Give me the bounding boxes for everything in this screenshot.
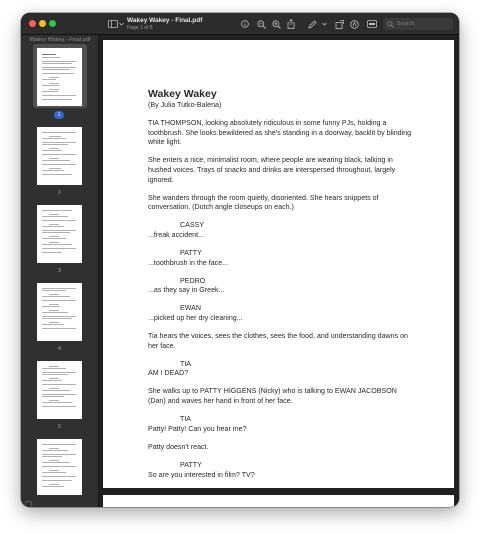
sidebar-document-title: Wakey Wakey - Final.pdf <box>29 37 91 43</box>
page-text <box>148 88 413 489</box>
chevron-down-icon[interactable] <box>118 18 124 30</box>
thumbnail-image <box>37 439 82 495</box>
dialogue-line: ...toothbrush in the face... <box>148 258 229 267</box>
highlight-icon[interactable] <box>349 18 359 30</box>
character-cue: PEDRO <box>180 276 206 285</box>
thumbnail-image <box>37 48 82 106</box>
character-cue: TIA <box>180 415 192 424</box>
thumbnail-image <box>37 283 82 341</box>
markup-pen-icon[interactable] <box>307 18 317 30</box>
byline: (By Julia Tutko-Balena) <box>148 101 222 109</box>
zoom-out-icon[interactable] <box>256 18 266 30</box>
chevron-down-icon[interactable] <box>321 18 327 30</box>
page-number-label: 3 <box>58 268 61 274</box>
dialogue-line: AM I DEAD? <box>148 369 189 378</box>
search-field[interactable] <box>383 18 453 30</box>
document-view[interactable] <box>100 35 459 507</box>
dialogue-line: Patty! Patty! Can you hear me? <box>148 424 247 433</box>
thumbnail-image <box>37 205 82 263</box>
minimize-window-button[interactable] <box>39 20 46 27</box>
search-icon <box>387 15 394 33</box>
share-icon[interactable] <box>286 18 296 30</box>
page-number-label: 2 <box>58 190 61 196</box>
dialogue-line: So are you interested in film? TV? <box>148 470 255 479</box>
character-cue: TIA <box>180 359 192 368</box>
character-cue: EWAN <box>180 304 202 313</box>
title-bar <box>21 13 459 35</box>
sidebar-icon[interactable] <box>107 18 118 30</box>
maximize-window-button[interactable] <box>49 20 56 27</box>
paragraph: TIA THOMPSON, looking absolutely ridiculous in some funny PJs, holding a toothbrush. She looks bewildered as she's standing in a doorway, backlit by blinding white light. <box>148 119 412 147</box>
document-title: Wakey Wakey - Final.pdf <box>127 17 203 24</box>
script-title: Wakey Wakey <box>148 88 217 100</box>
close-window-button[interactable] <box>29 20 36 27</box>
character-cue: PATTY <box>180 460 202 469</box>
search-placeholder: Search <box>397 21 415 27</box>
pdf-page-1 <box>103 40 454 488</box>
pdf-page-2 <box>103 495 454 507</box>
paragraph: She walks up to PATTY HIGGENS (Nicky) who is talking to EWAN JACOBSON (Dan) and waves her hand in front of her face. <box>148 387 397 406</box>
paragraph: She wanders through the room quietly, disoriented. She hears snippets of conversation. (Dutch angle closeups on each.) <box>148 193 379 212</box>
page-number-label: 4 <box>58 346 61 352</box>
dialogue-line: ...as they say in Greek... <box>148 286 225 295</box>
paragraph: She enters a nice, minimalist room, where people are wearing black, talking in hushed voices. Trays of snacks and drinks are interspersed throughout, largely ignored. <box>148 156 396 184</box>
page-number-label: 5 <box>58 424 61 430</box>
dialogue-line: ...freak accident... <box>148 230 204 239</box>
character-cue: CASSY <box>180 221 205 230</box>
redact-icon[interactable] <box>366 18 378 30</box>
paragraph: Tia hears the voices, sees the clothes, sees the food, and understanding dawns on her face. <box>148 332 409 350</box>
preview-window <box>21 13 459 507</box>
thumbnail-image <box>37 127 82 185</box>
page-indicator: Page 1 of 8 <box>127 25 153 31</box>
sidebar-resize-icon[interactable] <box>25 495 33 503</box>
info-icon[interactable] <box>240 18 250 30</box>
character-cue: PATTY <box>180 249 202 258</box>
zoom-in-icon[interactable] <box>271 18 281 30</box>
rotate-icon[interactable] <box>334 18 344 30</box>
dialogue-line: ...picked up her dry cleaning... <box>148 314 243 322</box>
paragraph: Patty doesn't react. <box>148 442 209 451</box>
thumbnail-sidebar <box>21 35 99 507</box>
page-number-badge: 1 <box>54 111 64 119</box>
thumbnail-image <box>37 361 82 419</box>
